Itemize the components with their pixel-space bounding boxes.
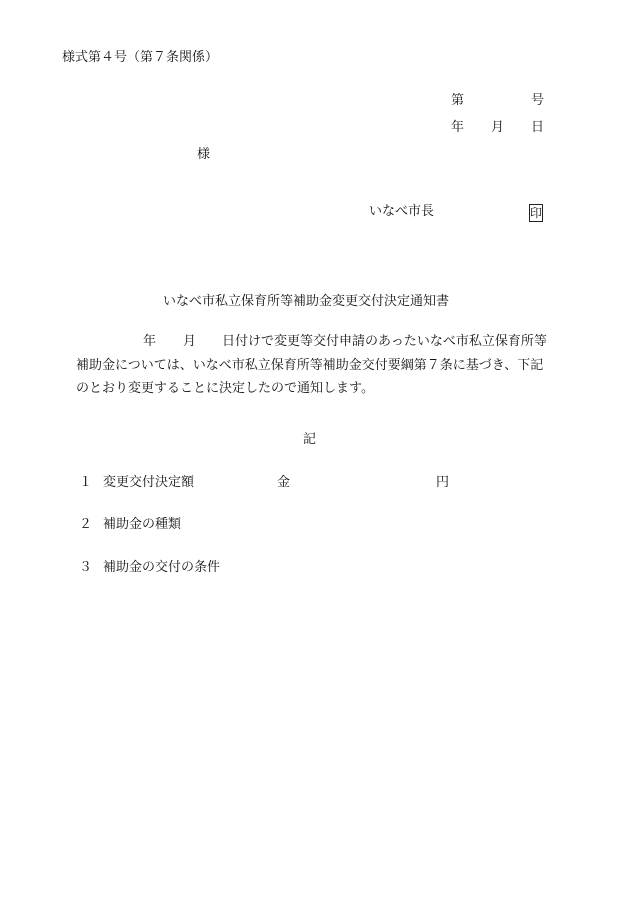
item-1-amount-suffix: 円: [436, 475, 450, 490]
date-month-label: 月: [491, 120, 505, 135]
body-line-2: 補助金については、いなべ市私立保育所等補助金交付要綱第７条に基づき、下記: [76, 358, 544, 373]
seal-mark: [529, 204, 543, 222]
body-line-1: 日付けで変更等交付申請のあったいなべ市私立保育所等: [222, 334, 547, 349]
body-line-3: のとおり変更することに決定したので通知します。: [76, 381, 374, 396]
seal-label: 印: [530, 206, 543, 220]
addressee-honorific: 様: [197, 147, 211, 162]
item-3-label: 補助金の交付の条件: [103, 560, 221, 575]
item-1-amount-prefix: 金: [277, 475, 291, 490]
body-month-label: 月: [183, 334, 197, 349]
date-year-label: 年: [451, 120, 465, 135]
form-number: 様式第４号（第７条関係）: [62, 50, 219, 65]
doc-number-prefix: 第: [451, 93, 465, 108]
item-2-label: 補助金の種類: [103, 517, 182, 532]
document-title: いなべ市私立保育所等補助金変更交付決定通知書: [163, 294, 450, 309]
item-1-label: 変更交付決定額: [103, 475, 195, 490]
ki-heading: 記: [303, 432, 317, 447]
item-1-number: １: [79, 475, 93, 490]
item-3-number: ３: [79, 560, 93, 575]
doc-number-suffix: 号: [531, 93, 545, 108]
issuer-name: いなべ市長: [369, 204, 435, 219]
item-2-number: ２: [79, 517, 93, 532]
body-year-label: 年: [143, 334, 157, 349]
date-day-label: 日: [531, 120, 545, 135]
